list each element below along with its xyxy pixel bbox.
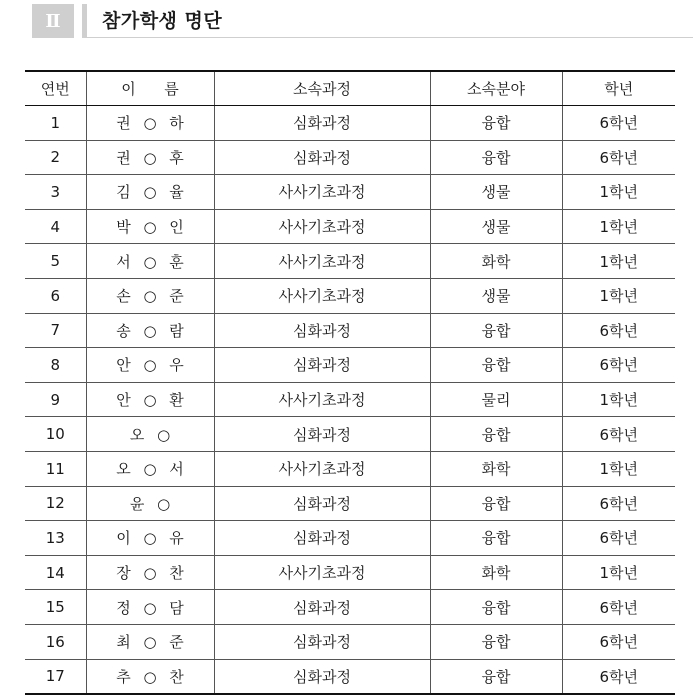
student-name: 이 ○ 유 — [116, 529, 184, 548]
cell-field: 물리 — [430, 382, 562, 417]
cell-index: 4 — [25, 209, 86, 244]
cell-course: 심화과정 — [214, 624, 430, 659]
cell-name — [86, 140, 214, 175]
table-row — [25, 348, 675, 383]
cell-name — [86, 175, 214, 210]
student-name: 권 ○ 하 — [116, 114, 184, 133]
cell-name — [86, 555, 214, 590]
cell-name — [86, 521, 214, 556]
cell-course: 심화과정 — [214, 417, 430, 452]
cell-name — [86, 348, 214, 383]
table-row — [25, 313, 675, 348]
cell-grade: 1학년 — [562, 175, 675, 210]
student-name: 추 ○ 찬 — [116, 667, 184, 686]
table-row — [25, 209, 675, 244]
cell-field: 융합 — [430, 590, 562, 625]
cell-index: 1 — [25, 106, 86, 141]
cell-grade: 1학년 — [562, 209, 675, 244]
cell-grade: 6학년 — [562, 486, 675, 521]
student-name: 손 ○ 준 — [116, 287, 184, 306]
table-row — [25, 278, 675, 313]
cell-field: 생물 — [430, 175, 562, 210]
cell-index: 3 — [25, 175, 86, 210]
cell-field: 융합 — [430, 486, 562, 521]
student-name: 장 ○ 찬 — [116, 564, 184, 583]
table-row — [25, 555, 675, 590]
cell-field: 융합 — [430, 659, 562, 694]
cell-name — [86, 486, 214, 521]
cell-course: 심화과정 — [214, 140, 430, 175]
cell-index: 10 — [25, 417, 86, 452]
cell-grade: 1학년 — [562, 278, 675, 313]
header-name: 이 름 — [86, 71, 214, 106]
section-accent-bar — [82, 4, 87, 38]
student-name: 윤 ○ — [129, 494, 171, 513]
student-name: 오 ○ — [129, 425, 171, 444]
cell-field: 생물 — [430, 209, 562, 244]
student-name: 박 ○ 인 — [116, 218, 184, 237]
cell-index: 15 — [25, 590, 86, 625]
student-name: 권 ○ 후 — [116, 148, 184, 167]
table-row — [25, 521, 675, 556]
cell-course: 심화과정 — [214, 313, 430, 348]
cell-course: 심화과정 — [214, 521, 430, 556]
section-number-badge: Ⅱ — [32, 4, 74, 38]
student-name: 최 ○ 준 — [116, 633, 184, 652]
cell-field: 융합 — [430, 313, 562, 348]
cell-name — [86, 244, 214, 279]
cell-field: 융합 — [430, 348, 562, 383]
cell-name — [86, 278, 214, 313]
section-header — [32, 4, 693, 38]
student-name: 안 ○ 환 — [116, 391, 184, 410]
cell-index: 11 — [25, 451, 86, 486]
cell-index: 8 — [25, 348, 86, 383]
student-name: 송 ○ 람 — [116, 321, 184, 340]
cell-course: 심화과정 — [214, 659, 430, 694]
cell-grade: 6학년 — [562, 521, 675, 556]
section-title: 참가학생 명단 — [102, 10, 223, 32]
cell-course: 심화과정 — [214, 590, 430, 625]
cell-grade: 1학년 — [562, 451, 675, 486]
table-row — [25, 486, 675, 521]
cell-index: 7 — [25, 313, 86, 348]
table-row — [25, 417, 675, 452]
cell-name — [86, 624, 214, 659]
section-divider — [82, 37, 693, 38]
cell-course: 심화과정 — [214, 348, 430, 383]
cell-grade: 6학년 — [562, 417, 675, 452]
cell-field: 융합 — [430, 417, 562, 452]
table-row — [25, 106, 675, 141]
cell-grade: 1학년 — [562, 555, 675, 590]
cell-index: 5 — [25, 244, 86, 279]
cell-field: 융합 — [430, 624, 562, 659]
cell-name — [86, 209, 214, 244]
cell-field: 화학 — [430, 451, 562, 486]
table-header-row — [25, 71, 675, 106]
table-row — [25, 590, 675, 625]
student-name: 김 ○ 율 — [116, 183, 184, 202]
table-row — [25, 244, 675, 279]
cell-index: 13 — [25, 521, 86, 556]
cell-name — [86, 417, 214, 452]
cell-index: 2 — [25, 140, 86, 175]
cell-grade: 6학년 — [562, 624, 675, 659]
cell-name — [86, 590, 214, 625]
cell-course: 심화과정 — [214, 106, 430, 141]
cell-grade: 1학년 — [562, 244, 675, 279]
cell-index: 9 — [25, 382, 86, 417]
cell-name — [86, 313, 214, 348]
cell-field: 융합 — [430, 106, 562, 141]
table-row — [25, 175, 675, 210]
cell-name — [86, 106, 214, 141]
student-name: 서 ○ 훈 — [116, 252, 184, 271]
cell-index: 12 — [25, 486, 86, 521]
cell-course: 사사기초과정 — [214, 451, 430, 486]
cell-course: 사사기초과정 — [214, 209, 430, 244]
cell-course: 사사기초과정 — [214, 278, 430, 313]
table-row — [25, 382, 675, 417]
cell-grade: 6학년 — [562, 106, 675, 141]
cell-name — [86, 382, 214, 417]
cell-course: 사사기초과정 — [214, 175, 430, 210]
cell-name — [86, 451, 214, 486]
header-grade: 학년 — [562, 71, 675, 106]
cell-course: 심화과정 — [214, 486, 430, 521]
cell-index: 16 — [25, 624, 86, 659]
header-course: 소속과정 — [214, 71, 430, 106]
cell-grade: 1학년 — [562, 382, 675, 417]
cell-grade: 6학년 — [562, 590, 675, 625]
table-row — [25, 624, 675, 659]
cell-grade: 6학년 — [562, 659, 675, 694]
cell-field: 융합 — [430, 140, 562, 175]
cell-grade: 6학년 — [562, 348, 675, 383]
table-row — [25, 451, 675, 486]
header-index: 연번 — [25, 71, 86, 106]
cell-course: 사사기초과정 — [214, 555, 430, 590]
cell-field: 생물 — [430, 278, 562, 313]
cell-grade: 6학년 — [562, 140, 675, 175]
cell-index: 14 — [25, 555, 86, 590]
header-field: 소속분야 — [430, 71, 562, 106]
student-name: 안 ○ 우 — [116, 356, 184, 375]
cell-index: 17 — [25, 659, 86, 694]
cell-course: 사사기초과정 — [214, 382, 430, 417]
cell-field: 화학 — [430, 244, 562, 279]
cell-course: 사사기초과정 — [214, 244, 430, 279]
student-name: 오 ○ 서 — [116, 460, 184, 479]
table-row — [25, 140, 675, 175]
cell-index: 6 — [25, 278, 86, 313]
cell-field: 융합 — [430, 521, 562, 556]
cell-field: 화학 — [430, 555, 562, 590]
student-name: 정 ○ 담 — [116, 598, 184, 617]
participant-table — [25, 70, 675, 695]
cell-grade: 6학년 — [562, 313, 675, 348]
